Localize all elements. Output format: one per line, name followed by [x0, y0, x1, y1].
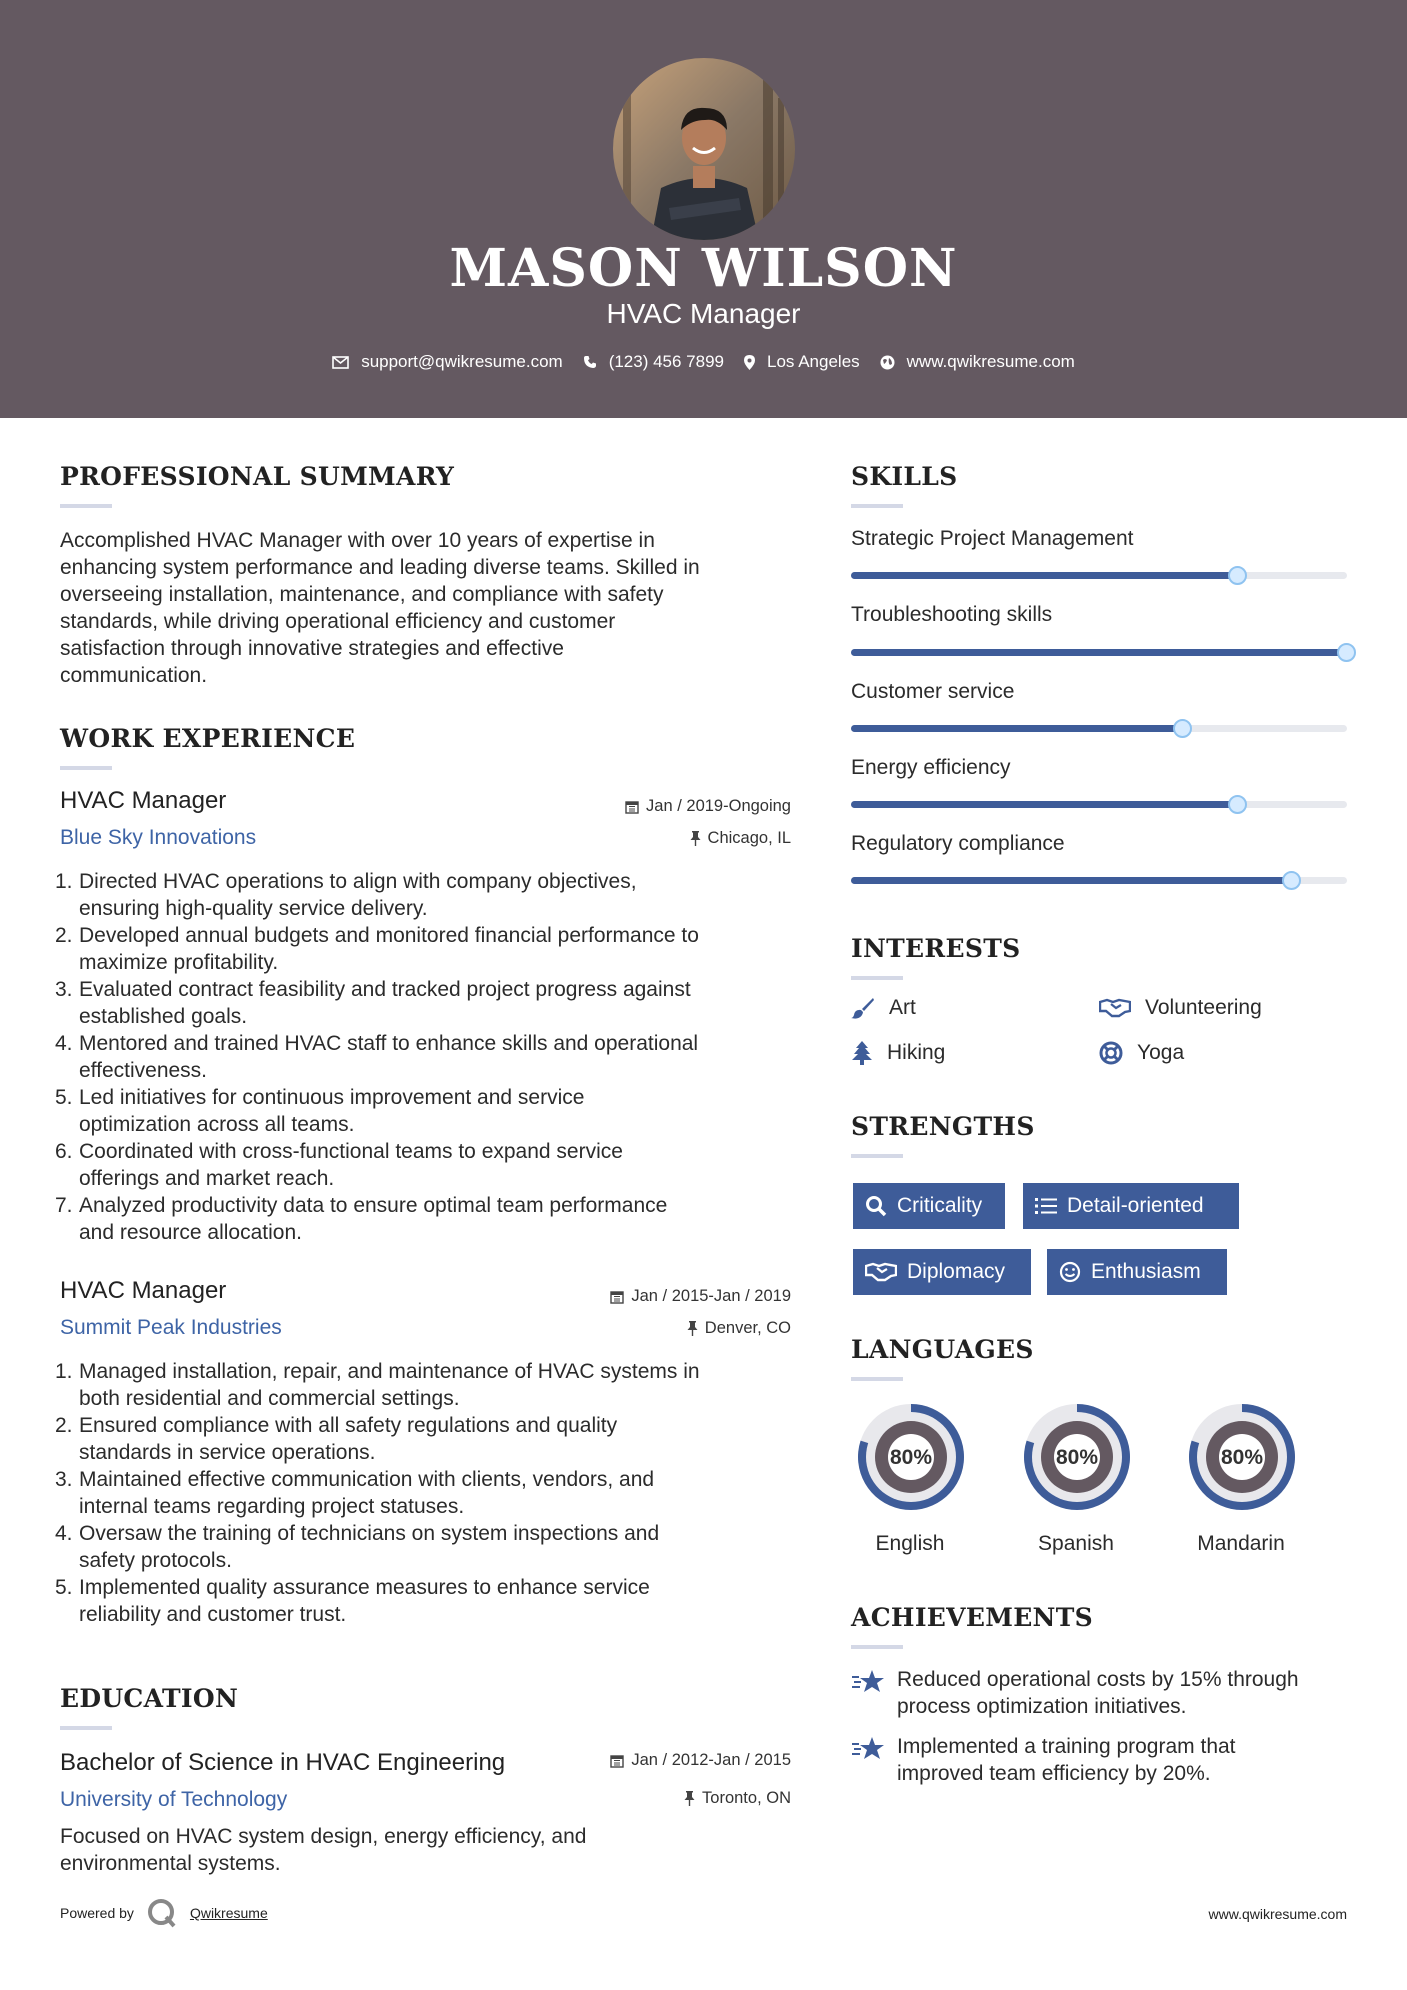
candidate-title: HVAC Manager	[606, 298, 801, 329]
qwikresume-link[interactable]: Qwikresume	[189, 1905, 268, 1921]
job-location: Denver, CO	[571, 1319, 791, 1338]
achievements-heading: ACHIEVEMENTS	[851, 1603, 1093, 1632]
company-name[interactable]: Blue Sky Innovations	[60, 826, 257, 849]
list-item: 3. Evaluated contract feasibility and tracked project progress against established goals.	[55, 978, 691, 1028]
skill-bar	[851, 725, 1347, 732]
list-item: 5. Led initiatives for continuous improvement and service optimization across all teams.	[55, 1086, 585, 1136]
skill-label: Regulatory compliance	[851, 832, 1065, 855]
heading-underline	[60, 504, 112, 508]
contact-location: Los Angeles	[744, 352, 860, 372]
footer-url[interactable]: www.qwikresume.com	[1208, 1906, 1347, 1922]
interests-heading: INTERESTS	[851, 934, 1021, 963]
strength-badge-diplomacy: Diplomacy	[851, 1247, 1033, 1297]
profile-photo	[613, 58, 795, 240]
company-name[interactable]: Summit Peak Industries	[60, 1316, 282, 1339]
candidate-name: MASON WILSON	[449, 238, 958, 299]
strength-badge-detail-oriented: Detail-oriented	[1021, 1181, 1241, 1231]
list-icon	[1035, 1197, 1057, 1215]
svg-text:80%: 80%	[1220, 1446, 1264, 1469]
skill-level-handle	[1228, 566, 1247, 585]
resume-header	[0, 0, 1407, 418]
language-ring-english	[850, 1396, 972, 1518]
list-item: 1. Directed HVAC operations to align with company objectives, ensuring high-quality service delivery.	[55, 870, 637, 920]
pushpin-icon	[687, 1321, 698, 1336]
pushpin-icon	[684, 1791, 695, 1806]
star-icon	[851, 1735, 885, 1763]
job-dates: Jan / 2015-Jan / 2019	[571, 1287, 791, 1306]
heading-underline	[60, 766, 112, 770]
job-dates: Jan / 2019-Ongoing	[571, 797, 791, 816]
list-item: 1. Managed installation, repair, and maintenance of HVAC systems in both residential and commercial settings.	[55, 1360, 700, 1410]
achievement-item: Reduced operational costs by 15% through process optimization initiatives.	[851, 1666, 1351, 1720]
paintbrush-icon	[851, 997, 875, 1019]
strength-badge-criticality: Criticality	[851, 1181, 1007, 1231]
handshake-icon	[865, 1262, 897, 1282]
heading-underline	[60, 1726, 112, 1730]
skill-label: Customer service	[851, 680, 1015, 703]
education-heading: EDUCATION	[60, 1684, 239, 1713]
pushpin-icon	[690, 831, 701, 846]
qwikresume-logo-icon	[146, 1898, 180, 1928]
svg-text:80%: 80%	[889, 1446, 933, 1469]
heading-underline	[851, 1154, 903, 1158]
summary-heading: PROFESSIONAL SUMMARY	[60, 462, 455, 491]
job-title: HVAC Manager	[60, 787, 227, 814]
list-item: 5. Implemented quality assurance measures to enhance service reliability and customer trust.	[55, 1576, 650, 1626]
heading-underline	[851, 504, 903, 508]
education-location: Toronto, ON	[571, 1789, 791, 1808]
achievement-item: Implemented a training program that improved team efficiency by 20%.	[851, 1733, 1351, 1787]
heading-underline	[851, 976, 903, 980]
skill-bar	[851, 801, 1347, 808]
contact-email[interactable]: support@qwikresume.com	[332, 352, 563, 372]
contact-website[interactable]: www.qwikresume.com	[880, 352, 1075, 372]
skill-label: Troubleshooting skills	[851, 603, 1053, 626]
star-icon	[851, 1668, 885, 1696]
language-label: Spanish	[1038, 1532, 1114, 1555]
list-item: 2. Ensured compliance with all safety regulations and quality standards in service operations.	[55, 1414, 618, 1464]
degree-title: Bachelor of Science in HVAC Engineering	[60, 1749, 506, 1776]
skill-bar	[851, 649, 1347, 656]
contact-phone[interactable]: (123) 456 7899	[583, 352, 724, 372]
skill-level-handle	[1337, 643, 1356, 662]
skill-bar	[851, 572, 1347, 579]
list-item: 4. Oversaw the training of technicians on system inspections and safety protocols.	[55, 1522, 660, 1572]
list-item: 3. Maintained effective communication with clients, vendors, and internal teams regarding project statuses.	[55, 1468, 655, 1518]
job-duties-list	[55, 1358, 805, 1628]
language-label: Mandarin	[1197, 1532, 1285, 1555]
skill-label: Energy efficiency	[851, 756, 1011, 779]
handshake-icon	[1099, 998, 1131, 1018]
interest-art: Art	[851, 996, 916, 1020]
footer-powered-by: Powered by Qwikresume	[60, 1898, 268, 1928]
lifebuoy-icon	[1099, 1041, 1123, 1065]
summary-text: Accomplished HVAC Manager with over 10 years of expertise in enhancing system performance and leading diverse teams. Skilled in overseeing installation, maintenance, and compliance with safety standards, while driving operational efficiency and customer satisfaction through innovative strategies and effective communication.	[60, 529, 700, 687]
strengths-heading: STRENGTHS	[851, 1112, 1035, 1141]
strength-badge-enthusiasm: Enthusiasm	[1045, 1247, 1229, 1297]
job-duties-list	[55, 868, 805, 1246]
list-item: 7. Analyzed productivity data to ensure optimal team performance and resource allocation.	[55, 1194, 668, 1244]
education-description: Focused on HVAC system design, energy efficiency, and environmental systems.	[60, 1825, 587, 1875]
school-name[interactable]: University of Technology	[60, 1788, 288, 1811]
language-ring-spanish	[1016, 1396, 1138, 1518]
interest-hiking: Hiking	[851, 1041, 945, 1065]
language-label: English	[875, 1532, 945, 1555]
job-location: Chicago, IL	[571, 829, 791, 848]
languages-heading: LANGUAGES	[851, 1335, 1034, 1364]
interest-yoga: Yoga	[1099, 1041, 1184, 1065]
phone-icon	[583, 355, 597, 369]
skill-level-handle	[1173, 719, 1192, 738]
map-pin-icon	[744, 355, 755, 370]
language-ring-mandarin	[1181, 1396, 1303, 1518]
tree-icon	[851, 1041, 873, 1065]
skill-level-handle	[1282, 871, 1301, 890]
heading-underline	[851, 1377, 903, 1381]
contact-bar	[0, 352, 1407, 372]
education-dates: Jan / 2012-Jan / 2015	[571, 1751, 791, 1770]
heading-underline	[851, 1645, 903, 1649]
interest-volunteering: Volunteering	[1099, 996, 1262, 1020]
globe-icon	[880, 355, 895, 370]
list-item: 4. Mentored and trained HVAC staff to enhance skills and operational effectiveness.	[55, 1032, 699, 1082]
list-item: 6. Coordinated with cross-functional teams to expand service offerings and market reach.	[55, 1140, 623, 1190]
calendar-icon	[610, 1754, 624, 1768]
skill-label: Strategic Project Management	[851, 527, 1134, 550]
search-icon	[865, 1195, 887, 1217]
skill-bar	[851, 877, 1347, 884]
svg-text:80%: 80%	[1055, 1446, 1099, 1469]
mail-icon	[332, 356, 349, 369]
skills-heading: SKILLS	[851, 462, 958, 491]
smile-icon	[1059, 1261, 1081, 1283]
calendar-icon	[625, 800, 639, 814]
skill-level-handle	[1228, 795, 1247, 814]
job-title: HVAC Manager	[60, 1277, 227, 1304]
list-item: 2. Developed annual budgets and monitored financial performance to maximize profitability.	[55, 924, 699, 974]
calendar-icon	[610, 1290, 624, 1304]
experience-heading: WORK EXPERIENCE	[60, 724, 356, 753]
